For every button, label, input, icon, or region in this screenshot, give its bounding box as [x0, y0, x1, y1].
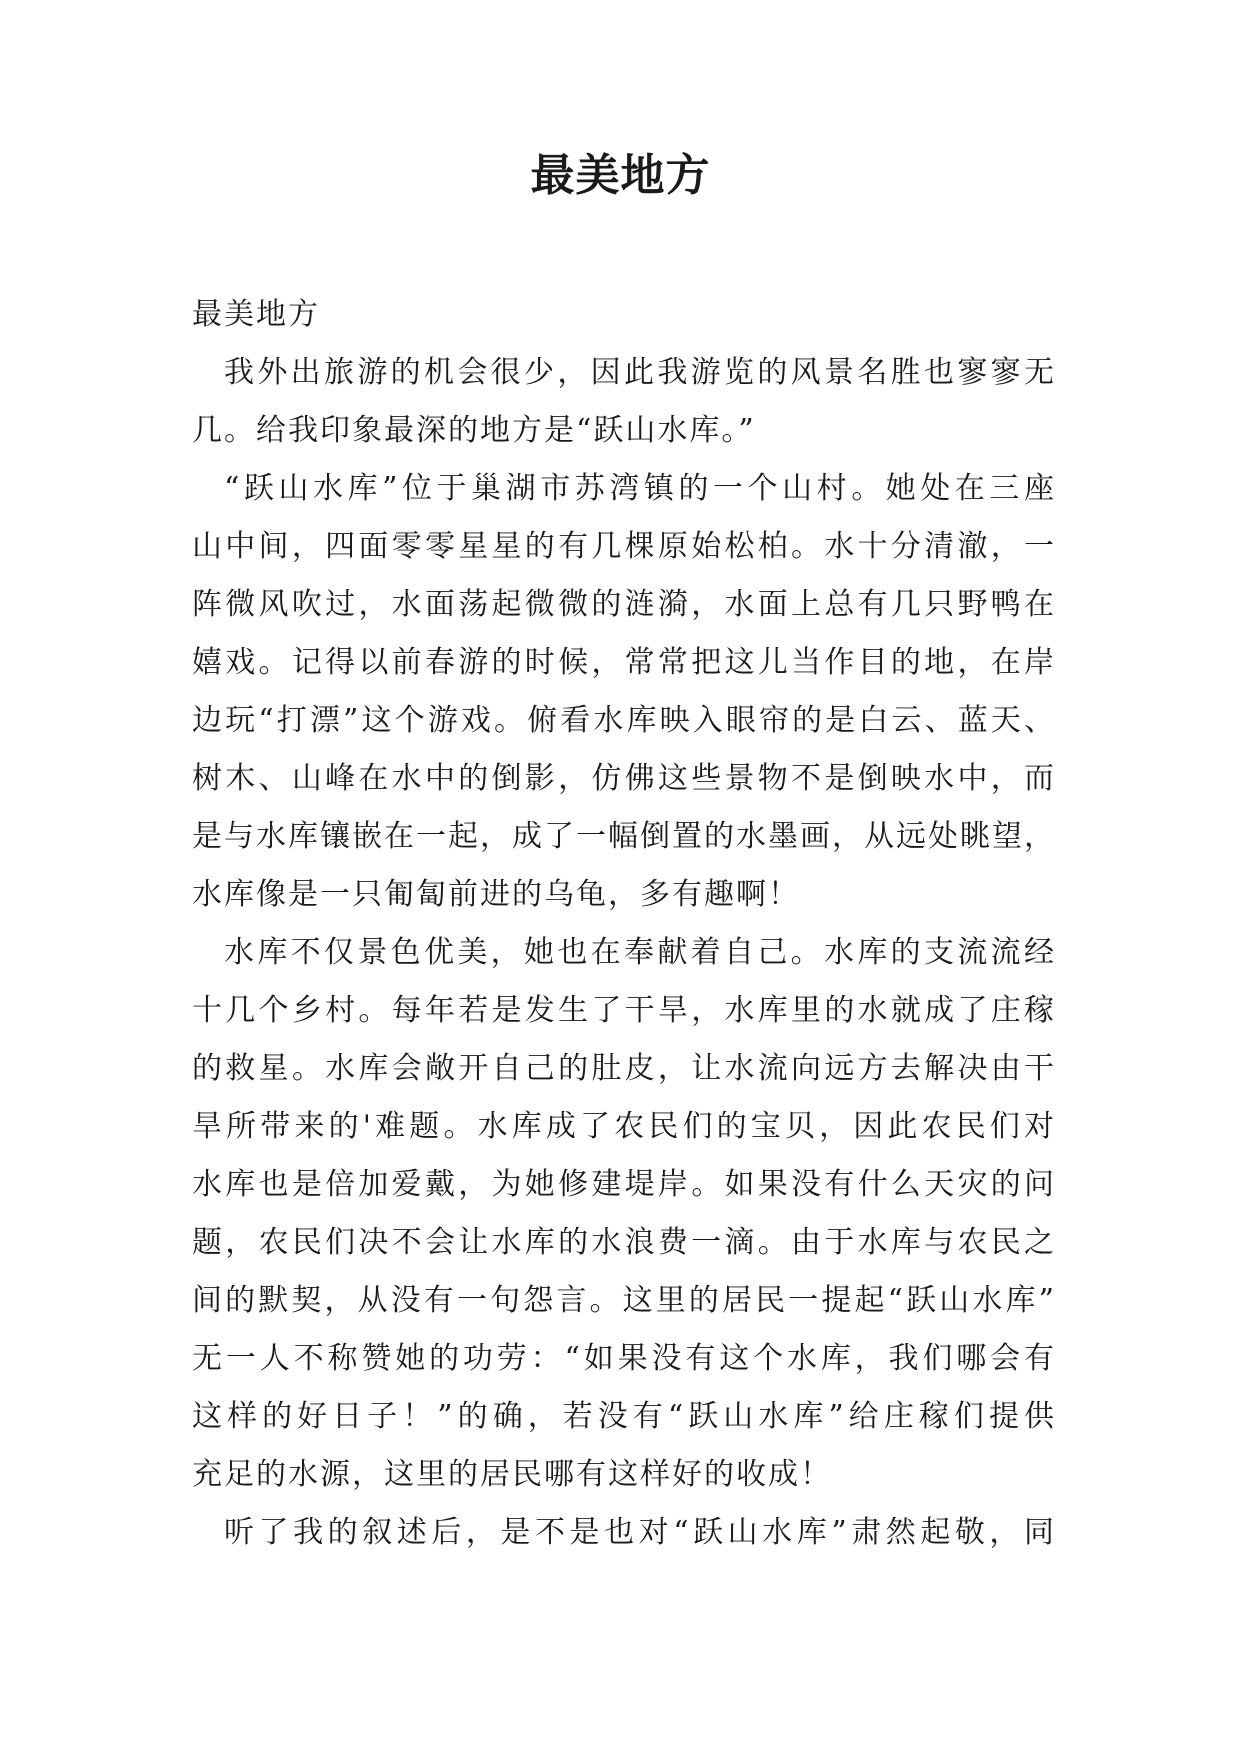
text-line: 山中间，四面零零星星的有几棵原始松柏。水十分清澈，一	[192, 529, 1056, 564]
text-line: 题，农民们决不会让水库的水浪费一滴。由于水库与农民之	[192, 1225, 1056, 1260]
text-line: 听了我的叙述后，是不是也对“跃山水库”肃然起敬，同	[224, 1515, 1056, 1550]
text-line: 这样的好日子！”的确，若没有“跃山水库”给庄稼们提供	[192, 1399, 1056, 1434]
document-body	[192, 286, 1056, 1562]
text-line: 间的默契，从没有一句怨言。这里的居民一提起“跃山水库”	[192, 1283, 1056, 1318]
text-line: 水库也是倍加爱戴，为她修建堤岸。如果没有什么天灾的问	[192, 1167, 1056, 1202]
text-line: 的救星。水库会敞开自己的肚皮，让水流向远方去解决由干	[192, 1051, 1056, 1086]
text-line: 阵微风吹过，水面荡起微微的涟漪，水面上总有几只野鸭在	[192, 587, 1056, 622]
text-line: “跃山水库”位于巢湖市苏湾镇的一个山村。她处在三座	[224, 471, 1056, 506]
text-line: 边玩“打漂”这个游戏。俯看水库映入眼帘的是白云、蓝天、	[192, 703, 1056, 738]
page-title: 最美地方	[530, 150, 711, 201]
text-line: 旱所带来的'难题。水库成了农民们的宝贝，因此农民们对	[192, 1109, 1056, 1144]
text-line: 最美地方	[192, 297, 320, 332]
text-line: 几。给我印象最深的地方是“跃山水库。”	[192, 413, 756, 448]
text-line: 是与水库镶嵌在一起，成了一幅倒置的水墨画，从远处眺望，	[192, 819, 1056, 854]
text-line: 嬉戏。记得以前春游的时候，常常把这儿当作目的地，在岸	[192, 645, 1056, 680]
text-line: 充足的水源，这里的居民哪有这样好的收成！	[192, 1457, 832, 1492]
text-line: 树木、山峰在水中的倒影，仿佛这些景物不是倒映水中，而	[192, 761, 1056, 796]
text-line: 十几个乡村。每年若是发生了干旱，水库里的水就成了庄稼	[192, 993, 1056, 1028]
text-line: 无一人不称赞她的功劳：“如果没有这个水库，我们哪会有	[192, 1341, 1056, 1376]
text-line: 水库不仅景色优美，她也在奉献着自己。水库的支流流经	[224, 935, 1056, 970]
text-line: 水库像是一只匍匐前进的乌龟，多有趣啊！	[192, 877, 800, 912]
text-line: 我外出旅游的机会很少，因此我游览的风景名胜也寥寥无	[224, 355, 1056, 390]
